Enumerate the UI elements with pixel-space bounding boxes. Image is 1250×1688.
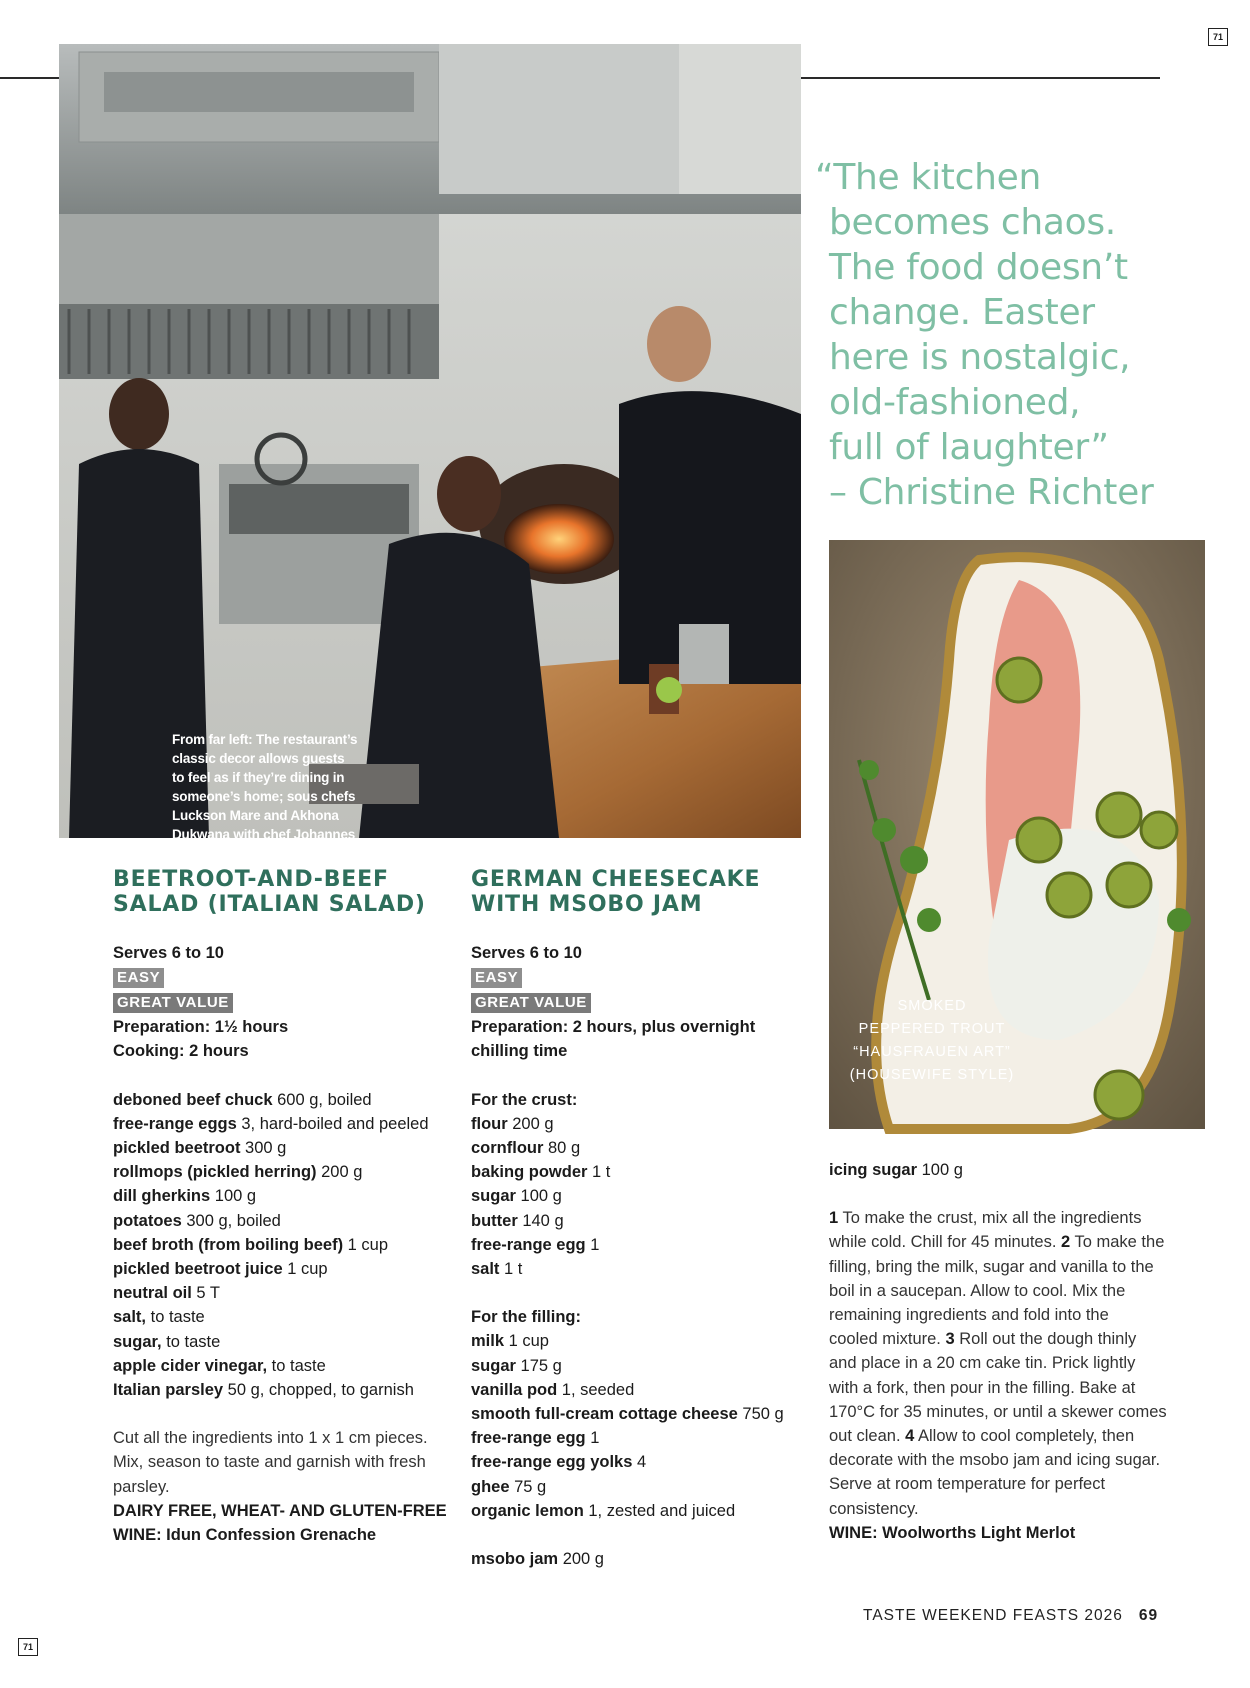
badge-great-value: GREAT VALUE bbox=[113, 993, 233, 1013]
trout-photo-label: SMOKED PEPPERED TROUT “HAUSFRAUEN ART” (HOUSEWIFE STYLE) bbox=[849, 998, 1015, 1083]
ingredient: Italian parsley 50 g, chopped, to garnish bbox=[113, 1381, 414, 1400]
wine-pairing: WINE: Woolworths Light Merlot bbox=[829, 1523, 1076, 1542]
crust-heading: For the crust: bbox=[471, 1090, 578, 1109]
prep-time: Preparation: 1½ hours bbox=[113, 1018, 289, 1037]
page-marker-bottom: 71 bbox=[18, 1638, 38, 1656]
ingredient: icing sugar 100 g bbox=[829, 1161, 963, 1179]
recipe-title-cheesecake: GERMAN CHEESECAKE WITH MSOBO JAM bbox=[471, 867, 761, 917]
filling-heading: For the filling: bbox=[471, 1308, 581, 1327]
ingredient: pickled beetroot juice 1 cup bbox=[113, 1260, 328, 1279]
ingredient: free-range egg 1 bbox=[471, 1235, 600, 1254]
pull-quote bbox=[815, 155, 1235, 515]
quote-line: here is nostalgic, bbox=[829, 337, 1131, 378]
page-number: 69 bbox=[1138, 1607, 1159, 1624]
badge-great-value: GREAT VALUE bbox=[471, 993, 591, 1013]
photo-caption: From far left: The restaurant’s classic decor allows guests to feel as if they’re dining in someone’s home; sous chefs Luckson Mare and Akhona Dukwana with chef Johannes in The LivingRoom’s kitchen. bbox=[172, 732, 358, 861]
ingredient: potatoes 300 g, boiled bbox=[113, 1211, 281, 1230]
recipe1-column bbox=[113, 941, 453, 1547]
ingredient: ghee 75 g bbox=[471, 1477, 547, 1496]
ingredient: sugar 100 g bbox=[471, 1187, 562, 1206]
recipe2-method: 1 To make the crust, mix all the ingredients while cold. Chill for 45 minutes. 2 To make the filling, bring the milk, sugar and vanilla to the boil in a saucepan. Allow to cool. Mix the remaining ingredients and fold into the cooled mixture. 3 Roll out the dough thinly and place in a 20 cm cake tin. Prick lightly with a fork, then pour in the filling. Bake at 170°C for 35 minutes, or until a skewer comes out clean. 4 Allow to cool completely, then decorate with the msobo jam and icing sugar. Serve at room temperature for perfect consistency. bbox=[829, 1209, 1167, 1518]
ingredient: deboned beef chuck 600 g, boiled bbox=[113, 1090, 372, 1109]
recipe2-column bbox=[471, 941, 811, 1571]
ingredient: free-range eggs 3, hard-boiled and peeled bbox=[113, 1114, 429, 1133]
publication-name: TASTE WEEKEND FEASTS 2026 bbox=[863, 1607, 1123, 1624]
ingredient: smooth full-cream cottage cheese 750 g bbox=[471, 1405, 784, 1424]
ingredient: beef broth (from boiling beef) 1 cup bbox=[113, 1235, 389, 1254]
ingredient: sugar 175 g bbox=[471, 1356, 562, 1375]
ingredient: butter 140 g bbox=[471, 1211, 564, 1230]
quote-attribution: – Christine Richter bbox=[829, 472, 1154, 513]
cook-time: Cooking: 2 hours bbox=[113, 1042, 249, 1061]
ingredient: salt, to taste bbox=[113, 1308, 205, 1327]
ingredient: free-range egg yolks 4 bbox=[471, 1453, 647, 1472]
serves: Serves 6 to 10 bbox=[471, 944, 582, 962]
page-marker-top: 71 bbox=[1208, 28, 1228, 46]
ingredient: flour 200 g bbox=[471, 1114, 554, 1133]
ingredient: sugar, to taste bbox=[113, 1332, 221, 1351]
quote-line: The food doesn’t bbox=[829, 247, 1128, 288]
kitchen-photo bbox=[59, 44, 801, 861]
quote-line: change. Easter bbox=[829, 292, 1095, 333]
ingredient: salt 1 t bbox=[471, 1260, 523, 1279]
recipe1-method: Cut all the ingredients into 1 x 1 cm pieces. Mix, season to taste and garnish with fresh parsley. bbox=[113, 1429, 428, 1496]
ingredient: organic lemon 1, zested and juiced bbox=[471, 1501, 736, 1520]
ingredient: pickled beetroot 300 g bbox=[113, 1139, 287, 1158]
page-footer bbox=[863, 1607, 1158, 1625]
recipe2-method-column bbox=[829, 1158, 1169, 1545]
ingredient: cornflour 80 g bbox=[471, 1139, 581, 1158]
ingredient: dill gherkins 100 g bbox=[113, 1187, 257, 1206]
ingredient: baking powder 1 t bbox=[471, 1163, 611, 1182]
quote-line: becomes chaos. bbox=[829, 202, 1116, 243]
prep-time-cont: chilling time bbox=[471, 1042, 568, 1061]
ingredient: msobo jam 200 g bbox=[471, 1550, 604, 1569]
wine-pairing: WINE: Idun Confession Grenache bbox=[113, 1526, 377, 1545]
ingredient: neutral oil 5 T bbox=[113, 1284, 220, 1303]
recipe-title-beetroot-salad: BEETROOT-AND-BEEF SALAD (ITALIAN SALAD) bbox=[113, 867, 426, 917]
ingredient: vanilla pod 1, seeded bbox=[471, 1380, 635, 1399]
badge-easy: EASY bbox=[471, 968, 522, 988]
badge-easy: EASY bbox=[113, 968, 164, 988]
prep-time: Preparation: 2 hours, plus overnight bbox=[471, 1018, 756, 1037]
ingredient: milk 1 cup bbox=[471, 1332, 549, 1351]
ingredient: rollmops (pickled herring) 200 g bbox=[113, 1163, 363, 1182]
quote-line: full of laughter” bbox=[829, 427, 1109, 468]
diet-note: DAIRY FREE, WHEAT- AND GLUTEN-FREE bbox=[113, 1501, 447, 1520]
ingredient: free-range egg 1 bbox=[471, 1429, 600, 1448]
serves: Serves 6 to 10 bbox=[113, 944, 224, 962]
ingredient: apple cider vinegar, to taste bbox=[113, 1356, 326, 1375]
quote-line: “The kitchen bbox=[815, 157, 1041, 198]
quote-line: old-fashioned, bbox=[829, 382, 1081, 423]
